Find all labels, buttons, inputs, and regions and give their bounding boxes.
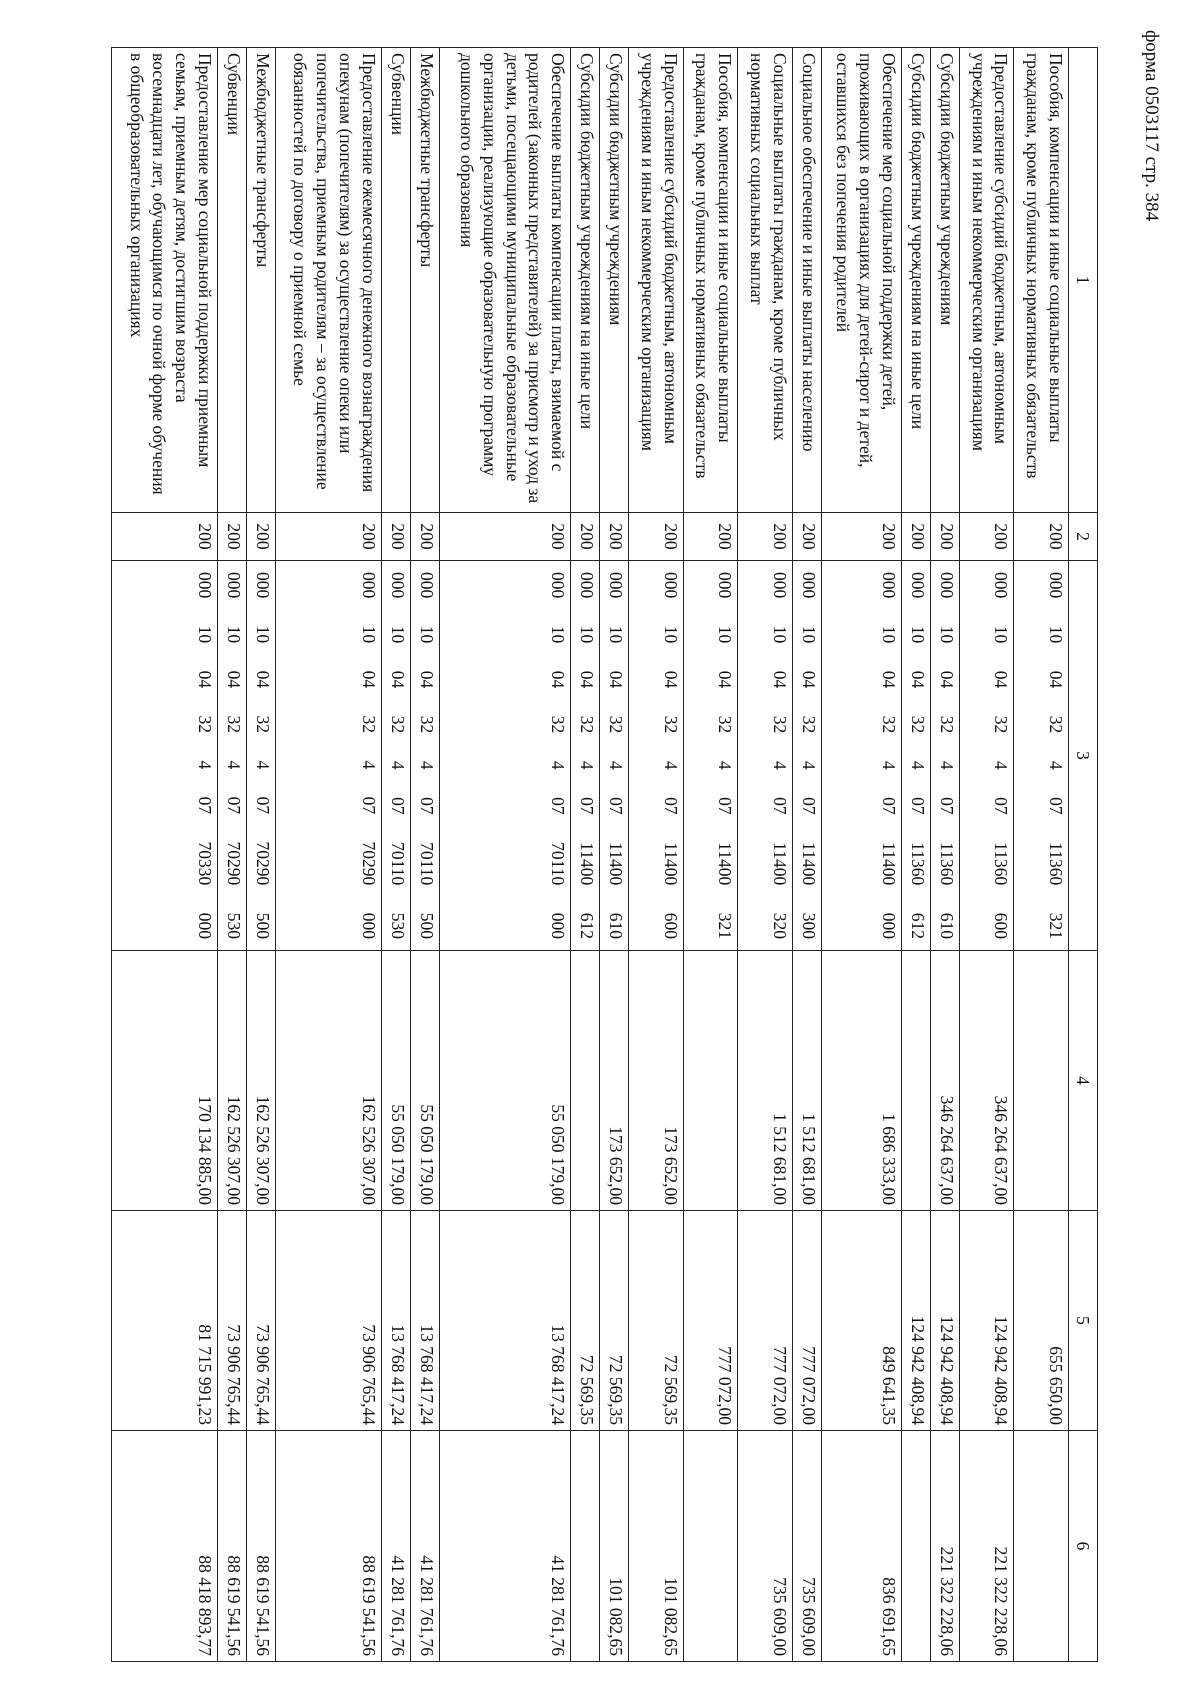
row-line-code: 200 bbox=[246, 513, 275, 561]
row-unexecuted-amount: 88 619 541,56 bbox=[275, 1431, 381, 1662]
row-budget-classification-code bbox=[600, 561, 629, 951]
budget-code-part: 4 bbox=[798, 760, 819, 770]
row-approved-amount: 1 512 681,00 bbox=[738, 951, 793, 1211]
column-header-5: 5 bbox=[1069, 1211, 1098, 1431]
row-description: Субвенции bbox=[218, 48, 247, 513]
row-budget-classification-code bbox=[218, 561, 247, 951]
budget-code-part: 000 bbox=[907, 572, 928, 599]
budget-code-part: 321 bbox=[1046, 912, 1066, 939]
budget-code-part: 04 bbox=[548, 670, 569, 689]
budget-code-part: 300 bbox=[798, 912, 819, 939]
row-description: Межбюджетные трансферты bbox=[410, 48, 439, 513]
budget-code-part: 04 bbox=[252, 670, 273, 689]
table-row bbox=[821, 48, 901, 1662]
budget-code-part: 000 bbox=[878, 912, 899, 939]
row-description: Социальное обеспечение и иные выплаты населению bbox=[792, 48, 821, 513]
row-approved-amount: 1 686 333,00 bbox=[821, 951, 901, 1211]
budget-code-part: 04 bbox=[936, 670, 957, 689]
table-body bbox=[112, 48, 1069, 1662]
row-description: Субсидии бюджетным учреждениям на иные цели bbox=[571, 48, 600, 513]
row-approved-amount: 55 050 179,00 bbox=[381, 951, 410, 1211]
budget-code-part: 10 bbox=[577, 625, 598, 644]
budget-code-part: 4 bbox=[936, 760, 957, 770]
row-executed-amount: 849 641,35 bbox=[821, 1211, 901, 1431]
table-row bbox=[246, 48, 275, 1662]
budget-code-part: 07 bbox=[991, 797, 1012, 815]
budget-code-part: 10 bbox=[936, 625, 957, 644]
budget-code-part: 07 bbox=[715, 797, 736, 815]
row-budget-classification-code bbox=[792, 561, 821, 951]
budget-code-part: 000 bbox=[416, 572, 437, 599]
row-description: Предоставление ежемесячного денежного вознаграждения опекунам (попечителям) за осуществление опеки или попечительства, приемным родителям – за осуществление обязанностей по договору о приемной семье bbox=[275, 48, 381, 513]
budget-code-part: 10 bbox=[195, 625, 215, 644]
budget-code-part: 000 bbox=[878, 572, 899, 599]
row-unexecuted-amount: 101 082,65 bbox=[600, 1431, 629, 1662]
budget-code-part: 10 bbox=[769, 625, 790, 644]
column-number-row bbox=[1069, 48, 1098, 1662]
budget-code-part: 07 bbox=[223, 796, 244, 815]
budget-code-part: 70330 bbox=[195, 841, 215, 886]
row-unexecuted-amount bbox=[1014, 1431, 1069, 1662]
row-line-code: 200 bbox=[738, 513, 793, 561]
budget-code-part: 07 bbox=[387, 797, 408, 815]
budget-code-part: 07 bbox=[606, 797, 627, 815]
column-header-3: 3 bbox=[1069, 561, 1098, 951]
budget-code-part: 11400 bbox=[606, 842, 627, 886]
budget-code-part: 4 bbox=[769, 760, 790, 770]
table-row bbox=[901, 48, 930, 1662]
budget-code-part: 4 bbox=[387, 760, 408, 770]
budget-code-part: 32 bbox=[798, 715, 819, 734]
row-description: Межбюджетные трансферты bbox=[246, 48, 275, 513]
budget-code-part: 4 bbox=[660, 760, 681, 770]
table-row bbox=[112, 48, 218, 1662]
row-unexecuted-amount: 41 281 761,76 bbox=[410, 1431, 439, 1662]
budget-code-part: 70110 bbox=[416, 842, 437, 886]
budget-code-part: 4 bbox=[878, 760, 899, 770]
budget-code-part: 4 bbox=[358, 760, 379, 770]
budget-code-part: 04 bbox=[577, 670, 598, 689]
row-line-code: 200 bbox=[410, 513, 439, 561]
budget-code-part: 000 bbox=[991, 572, 1012, 599]
table-row bbox=[1014, 48, 1069, 1662]
row-budget-classification-code bbox=[738, 561, 793, 951]
budget-code-part: 04 bbox=[991, 670, 1012, 689]
row-description: Субсидии бюджетным учреждениям bbox=[930, 48, 959, 513]
budget-code-part: 10 bbox=[660, 625, 681, 644]
row-unexecuted-amount: 101 082,65 bbox=[629, 1431, 684, 1662]
budget-code-part: 4 bbox=[991, 760, 1012, 770]
budget-code-part: 70290 bbox=[252, 841, 273, 886]
budget-code-part: 10 bbox=[878, 625, 899, 644]
row-budget-classification-code bbox=[629, 561, 684, 951]
budget-code-part: 612 bbox=[577, 912, 598, 939]
budget-code-part: 04 bbox=[715, 670, 736, 689]
row-budget-classification-code bbox=[246, 561, 275, 951]
budget-code-part: 11360 bbox=[936, 842, 957, 886]
budget-code-part: 04 bbox=[769, 670, 790, 689]
row-line-code: 200 bbox=[439, 513, 570, 561]
budget-code-part: 04 bbox=[223, 670, 244, 689]
row-executed-amount: 124 942 408,94 bbox=[930, 1211, 959, 1431]
row-unexecuted-amount: 221 322 228,06 bbox=[959, 1431, 1014, 1662]
budget-code-part: 07 bbox=[878, 797, 899, 815]
budget-code-part: 11400 bbox=[577, 842, 598, 886]
budget-code-part: 000 bbox=[387, 572, 408, 599]
budget-code-part: 4 bbox=[548, 760, 569, 770]
budget-code-part: 612 bbox=[907, 912, 928, 939]
budget-code-part: 000 bbox=[195, 572, 215, 599]
row-unexecuted-amount: 221 322 228,06 bbox=[930, 1431, 959, 1662]
row-unexecuted-amount: 735 609,00 bbox=[792, 1431, 821, 1662]
budget-code-part: 000 bbox=[715, 572, 736, 599]
row-approved-amount: 173 652,00 bbox=[600, 951, 629, 1211]
row-executed-amount: 13 768 417,24 bbox=[410, 1211, 439, 1431]
budget-code-part: 32 bbox=[548, 715, 569, 734]
budget-code-part: 07 bbox=[936, 797, 957, 815]
budget-code-part: 11400 bbox=[660, 842, 681, 886]
budget-code-part: 11360 bbox=[907, 842, 928, 886]
row-line-code: 200 bbox=[821, 513, 901, 561]
budget-code-part: 10 bbox=[715, 625, 736, 644]
budget-code-part: 000 bbox=[252, 572, 273, 599]
row-approved-amount: 170 134 885,00 bbox=[112, 951, 218, 1211]
budget-code-part: 11400 bbox=[715, 842, 736, 886]
budget-code-part: 530 bbox=[223, 912, 244, 939]
budget-code-part: 10 bbox=[223, 625, 244, 644]
row-description: Субвенции bbox=[381, 48, 410, 513]
budget-code-part: 07 bbox=[1046, 797, 1066, 815]
budget-code-part: 10 bbox=[907, 625, 928, 644]
row-executed-amount: 13 768 417,24 bbox=[439, 1211, 570, 1431]
budget-code-part: 07 bbox=[577, 797, 598, 815]
row-line-code: 200 bbox=[683, 513, 738, 561]
budget-code-part: 4 bbox=[907, 760, 928, 770]
budget-code-part: 000 bbox=[660, 572, 681, 599]
budget-code-part: 11400 bbox=[878, 842, 899, 886]
row-unexecuted-amount: 735 609,00 bbox=[738, 1431, 793, 1662]
row-executed-amount: 124 942 408,94 bbox=[901, 1211, 930, 1431]
budget-code-part: 10 bbox=[358, 625, 379, 644]
row-description: Предоставление субсидий бюджетным, автономным учреждениям и иным некоммерческим организациям bbox=[629, 48, 684, 513]
budget-code-part: 500 bbox=[252, 912, 273, 939]
row-budget-classification-code bbox=[112, 561, 218, 951]
budget-code-part: 04 bbox=[387, 670, 408, 689]
table-row bbox=[381, 48, 410, 1662]
budget-code-part: 32 bbox=[195, 715, 215, 734]
budget-code-part: 610 bbox=[606, 912, 627, 939]
row-description: Субсидии бюджетным учреждениям bbox=[600, 48, 629, 513]
budget-code-part: 07 bbox=[548, 797, 569, 815]
budget-code-part: 000 bbox=[577, 572, 598, 599]
budget-code-part: 000 bbox=[936, 572, 957, 599]
budget-code-part: 04 bbox=[878, 670, 899, 689]
budget-code-part: 321 bbox=[715, 912, 736, 939]
budget-code-part: 000 bbox=[769, 572, 790, 599]
budget-code-part: 04 bbox=[606, 670, 627, 689]
budget-code-part: 10 bbox=[252, 625, 273, 644]
row-unexecuted-amount: 88 619 541,56 bbox=[218, 1431, 247, 1662]
budget-code-part: 600 bbox=[660, 912, 681, 939]
budget-code-part: 000 bbox=[548, 912, 569, 939]
row-unexecuted-amount: 836 691,65 bbox=[821, 1431, 901, 1662]
row-budget-classification-code bbox=[1014, 561, 1069, 951]
row-executed-amount: 72 569,35 bbox=[629, 1211, 684, 1431]
column-header-6: 6 bbox=[1069, 1431, 1098, 1662]
budget-code-part: 11400 bbox=[798, 842, 819, 886]
row-unexecuted-amount: 41 281 761,76 bbox=[381, 1431, 410, 1662]
budget-code-part: 4 bbox=[252, 760, 273, 770]
budget-code-part: 320 bbox=[769, 912, 790, 939]
budget-code-part: 32 bbox=[416, 715, 437, 734]
row-approved-amount bbox=[683, 951, 738, 1211]
budget-code-part: 07 bbox=[195, 796, 215, 815]
row-description: Предоставление субсидий бюджетным, автономным учреждениям и иным некоммерческим организациям bbox=[959, 48, 1014, 513]
row-line-code: 200 bbox=[792, 513, 821, 561]
row-line-code: 200 bbox=[571, 513, 600, 561]
budget-code-part: 04 bbox=[660, 670, 681, 689]
budget-code-part: 07 bbox=[416, 797, 437, 815]
budget-code-part: 600 bbox=[991, 912, 1012, 939]
budget-code-part: 4 bbox=[715, 760, 736, 770]
budget-code-part: 32 bbox=[907, 715, 928, 734]
rotated-report-sheet bbox=[111, 47, 1098, 1661]
budget-code-part: 07 bbox=[798, 797, 819, 815]
table-row bbox=[683, 48, 738, 1662]
budget-code-part: 04 bbox=[798, 670, 819, 689]
budget-code-part: 11360 bbox=[991, 842, 1012, 886]
table-row bbox=[410, 48, 439, 1662]
budget-code-part: 4 bbox=[223, 760, 244, 770]
row-executed-amount: 73 906 765,44 bbox=[275, 1211, 381, 1431]
budget-code-part: 32 bbox=[1046, 715, 1066, 734]
budget-code-part: 07 bbox=[660, 797, 681, 815]
table-row bbox=[792, 48, 821, 1662]
row-description: Пособия, компенсации и иные социальные выплаты гражданам, кроме публичных нормативных обязательств bbox=[1014, 48, 1069, 513]
row-executed-amount: 81 715 991,23 bbox=[112, 1211, 218, 1431]
row-description: Субсидии бюджетным учреждениям на иные цели bbox=[901, 48, 930, 513]
table-row bbox=[571, 48, 600, 1662]
row-executed-amount: 73 906 765,44 bbox=[246, 1211, 275, 1431]
row-line-code: 200 bbox=[275, 513, 381, 561]
row-executed-amount: 72 569,35 bbox=[600, 1211, 629, 1431]
row-line-code: 200 bbox=[112, 513, 218, 561]
row-line-code: 200 bbox=[959, 513, 1014, 561]
row-unexecuted-amount bbox=[901, 1431, 930, 1662]
row-approved-amount bbox=[1014, 951, 1069, 1211]
budget-code-part: 530 bbox=[387, 912, 408, 939]
budget-code-part: 32 bbox=[577, 715, 598, 734]
row-unexecuted-amount bbox=[571, 1431, 600, 1662]
budget-code-part: 000 bbox=[798, 572, 819, 599]
row-line-code: 200 bbox=[218, 513, 247, 561]
budget-code-part: 4 bbox=[1046, 760, 1066, 770]
budget-code-part: 07 bbox=[358, 796, 379, 815]
budget-code-part: 10 bbox=[798, 625, 819, 644]
row-unexecuted-amount bbox=[683, 1431, 738, 1662]
row-approved-amount: 55 050 179,00 bbox=[439, 951, 570, 1211]
budget-code-part: 610 bbox=[936, 912, 957, 939]
budget-code-part: 07 bbox=[769, 797, 790, 815]
budget-code-part: 000 bbox=[195, 912, 215, 939]
row-approved-amount bbox=[571, 951, 600, 1211]
budget-code-part: 500 bbox=[416, 912, 437, 939]
row-line-code: 200 bbox=[1014, 513, 1069, 561]
budget-code-part: 07 bbox=[907, 797, 928, 815]
budget-code-part: 10 bbox=[1046, 625, 1066, 644]
row-description: Предоставление мер социальной поддержки приемным семьям, приемным детям, достигшим возраста восемнадцати лет, обучающимся по очной форме обучения в общеобразовательных организациях bbox=[112, 48, 218, 513]
budget-code-part: 4 bbox=[416, 760, 437, 770]
budget-code-part: 04 bbox=[1046, 670, 1066, 689]
row-budget-classification-code bbox=[901, 561, 930, 951]
budget-code-part: 4 bbox=[577, 760, 598, 770]
column-header-4: 4 bbox=[1069, 951, 1098, 1211]
budget-code-part: 32 bbox=[769, 715, 790, 734]
budget-code-part: 70290 bbox=[223, 841, 244, 886]
row-line-code: 200 bbox=[930, 513, 959, 561]
row-approved-amount: 346 264 637,00 bbox=[930, 951, 959, 1211]
budget-code-part: 70290 bbox=[358, 841, 379, 886]
budget-code-part: 000 bbox=[358, 912, 379, 939]
budget-code-part: 4 bbox=[606, 760, 627, 770]
row-executed-amount: 73 906 765,44 bbox=[218, 1211, 247, 1431]
table-row bbox=[930, 48, 959, 1662]
budget-code-part: 000 bbox=[606, 572, 627, 599]
budget-code-part: 04 bbox=[416, 670, 437, 689]
row-budget-classification-code bbox=[683, 561, 738, 951]
row-approved-amount: 1 512 681,00 bbox=[792, 951, 821, 1211]
row-approved-amount: 162 526 307,00 bbox=[275, 951, 381, 1211]
budget-code-part: 000 bbox=[358, 572, 379, 599]
table-row bbox=[218, 48, 247, 1662]
row-description: Социальные выплаты гражданам, кроме публичных нормативных социальных выплат bbox=[738, 48, 793, 513]
row-description: Пособия, компенсации и иные социальные выплаты гражданам, кроме публичных нормативных обязательств bbox=[683, 48, 738, 513]
table-row bbox=[629, 48, 684, 1662]
budget-code-part: 32 bbox=[878, 715, 899, 734]
row-executed-amount: 655 650,00 bbox=[1014, 1211, 1069, 1431]
table-row bbox=[275, 48, 381, 1662]
form-page-label: форма 0503117 стр. 384 bbox=[1141, 30, 1162, 222]
table-row bbox=[959, 48, 1014, 1662]
row-description: Обеспечение мер социальной поддержки детей, проживающих в организациях для детей-сирот и детей, оставшихся без попечения родителей bbox=[821, 48, 901, 513]
budget-code-part: 32 bbox=[991, 715, 1012, 734]
row-executed-amount: 72 569,35 bbox=[571, 1211, 600, 1431]
row-unexecuted-amount: 41 281 761,76 bbox=[439, 1431, 570, 1662]
row-executed-amount: 777 072,00 bbox=[683, 1211, 738, 1431]
row-executed-amount: 124 942 408,94 bbox=[959, 1211, 1014, 1431]
row-approved-amount: 162 526 307,00 bbox=[218, 951, 247, 1211]
budget-execution-table bbox=[111, 47, 1098, 1662]
row-line-code: 200 bbox=[629, 513, 684, 561]
row-unexecuted-amount: 88 619 541,56 bbox=[246, 1431, 275, 1662]
budget-code-part: 07 bbox=[252, 796, 273, 815]
budget-code-part: 32 bbox=[936, 715, 957, 734]
budget-code-part: 000 bbox=[223, 572, 244, 599]
row-approved-amount: 162 526 307,00 bbox=[246, 951, 275, 1211]
budget-code-part: 10 bbox=[387, 625, 408, 644]
budget-code-part: 32 bbox=[387, 715, 408, 734]
row-unexecuted-amount: 88 418 893,77 bbox=[112, 1431, 218, 1662]
budget-code-part: 32 bbox=[660, 715, 681, 734]
budget-code-part: 10 bbox=[416, 625, 437, 644]
budget-code-part: 70110 bbox=[548, 842, 569, 886]
row-line-code: 200 bbox=[901, 513, 930, 561]
budget-code-part: 000 bbox=[548, 572, 569, 599]
budget-code-part: 32 bbox=[358, 715, 379, 734]
row-line-code: 200 bbox=[600, 513, 629, 561]
row-budget-classification-code bbox=[571, 561, 600, 951]
row-approved-amount: 173 652,00 bbox=[629, 951, 684, 1211]
budget-code-part: 04 bbox=[907, 670, 928, 689]
table-row bbox=[600, 48, 629, 1662]
row-executed-amount: 777 072,00 bbox=[738, 1211, 793, 1431]
row-approved-amount: 346 264 637,00 bbox=[959, 951, 1014, 1211]
row-approved-amount bbox=[901, 951, 930, 1211]
row-line-code: 200 bbox=[381, 513, 410, 561]
budget-code-part: 04 bbox=[358, 670, 379, 689]
budget-code-part: 32 bbox=[223, 715, 244, 734]
row-approved-amount: 55 050 179,00 bbox=[410, 951, 439, 1211]
budget-code-part: 11400 bbox=[769, 842, 790, 886]
column-header-1: 1 bbox=[1069, 48, 1098, 513]
row-budget-classification-code bbox=[930, 561, 959, 951]
row-executed-amount: 777 072,00 bbox=[792, 1211, 821, 1431]
budget-code-part: 32 bbox=[715, 715, 736, 734]
row-budget-classification-code bbox=[959, 561, 1014, 951]
budget-code-part: 32 bbox=[252, 715, 273, 734]
row-executed-amount: 13 768 417,24 bbox=[381, 1211, 410, 1431]
table-row bbox=[738, 48, 793, 1662]
budget-code-part: 4 bbox=[195, 760, 215, 770]
budget-code-part: 000 bbox=[1046, 572, 1066, 599]
column-header-2: 2 bbox=[1069, 513, 1098, 561]
budget-code-part: 10 bbox=[991, 625, 1012, 644]
table-row bbox=[439, 48, 570, 1662]
budget-code-part: 04 bbox=[195, 670, 215, 689]
row-budget-classification-code bbox=[439, 561, 570, 951]
row-budget-classification-code bbox=[410, 561, 439, 951]
budget-code-part: 32 bbox=[606, 715, 627, 734]
row-budget-classification-code bbox=[821, 561, 901, 951]
row-budget-classification-code bbox=[381, 561, 410, 951]
row-budget-classification-code bbox=[275, 561, 381, 951]
budget-code-part: 10 bbox=[548, 625, 569, 644]
row-description: Обеспечение выплаты компенсации платы, взимаемой с родителей (законных представителей) за присмотр и уход за детьми, посещающими муниципальные образовательные организации, реализующие образовательную программу дошкольного образования bbox=[439, 48, 570, 513]
budget-code-part: 70110 bbox=[387, 842, 408, 886]
budget-code-part: 10 bbox=[606, 625, 627, 644]
budget-code-part: 11360 bbox=[1046, 842, 1066, 886]
